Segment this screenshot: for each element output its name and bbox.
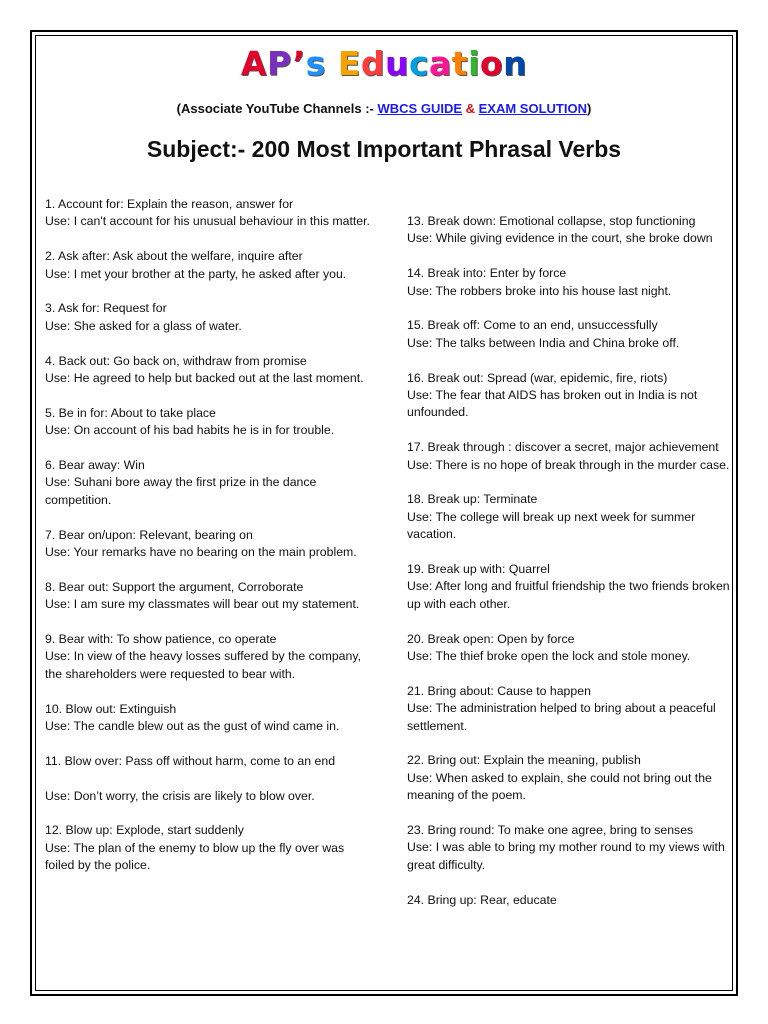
entry-usage: Use: On account of his bad habits he is in for trouble. [45,423,335,438]
channel-link-exam-solution[interactable]: EXAM SOLUTION [478,101,587,116]
entry-usage: Use: He agreed to help but backed out at the last moment. [45,371,364,386]
left-column [45,196,370,892]
entry-usage: Use: The college will break up next week for summer vacation. [407,509,696,542]
logo-letter: i [468,44,480,83]
right-column [407,213,732,926]
logo-letter: o [479,44,504,83]
entry-term: 4. Back out: Go back on, withdraw from promise [45,353,307,368]
phrasal-verb-entry [45,753,370,770]
phrasal-verb-entry [407,213,732,248]
entry-term: 13. Break down: Emotional collapse, stop functioning [407,214,696,228]
phrasal-verb-entry [407,439,732,474]
entry-usage: Use: I was able to bring my mother round to my views with great difficulty. [407,840,725,872]
entry-usage: Use: I met your brother at the party, he asked after you. [45,266,347,281]
phrasal-verb-entry [407,683,732,735]
entry-usage: Use: The candle blew out as the gust of wind came in. [45,719,340,734]
phrasal-verb-entry [45,631,370,683]
entry-usage: Use: The fear that AIDS has broken out in India is not unfounded. [407,388,698,420]
entry-usage: Use: I can't account for his unusual behaviour in this matter. [45,214,370,229]
logo-letter: E [337,44,361,83]
phrasal-verb-entry [407,317,732,352]
entry-usage: Use: When asked to explain, she could not bring out the meaning of the poem. [407,770,712,803]
entry-usage: Use: The administration helped to bring about a peaceful settlement. [407,701,716,733]
entry-term: 23. Bring round: To make one agree, bring to senses [407,823,694,838]
phrasal-verb-entry [45,405,370,440]
phrasal-verb-entry [407,491,732,543]
entry-usage: Use: After long and fruitful friendship the two friends broken up with each other. [407,579,730,611]
entry-usage: Use: I am sure my classmates will bear out my statement. [45,597,360,612]
logo-letter: a [429,44,452,83]
entry-term: 14. Break into: Enter by force [407,266,567,281]
subject-title: Subject:- 200 Most Important Phrasal Verbs [146,136,622,162]
entry-term: 1. Account for: Explain the reason, answer for [45,197,294,211]
entry-usage: Use: Your remarks have no bearing on the main problem. [45,545,357,560]
phrasal-verb-entry [45,822,370,874]
entry-term: 19. Break up with: Quarrel [407,562,550,577]
phrasal-verb-entry [45,457,370,509]
entry-term: 21. Bring about: Cause to happen [407,683,591,698]
entry-usage: Use: The talks between India and China broke off. [407,335,680,350]
logo-letter: c [408,44,430,83]
entry-term: 7. Bear on/upon: Relevant, bearing on [45,527,253,542]
entry-usage: Use: She asked for a glass of water. [45,318,242,333]
entry-term: 8. Bear out: Support the argument, Corroborate [45,579,304,594]
entry-term: 5. Be in for: About to take place [45,405,216,420]
entry-usage: Use: Don’t worry, the crisis are likely to blow over. [45,788,315,803]
logo-letter: P [266,44,293,83]
phrasal-verb-entry [407,370,732,422]
logo-letter [326,44,338,83]
entry-usage: Use: The robbers broke into his house last night. [407,283,672,298]
logo-ap-education [0,44,768,83]
phrasal-verb-entry [45,353,370,388]
phrasal-verb-entry [407,631,732,666]
entry-usage: Use: There is no hope of break through in the murder case. [407,457,730,472]
logo-letter: ’ [292,44,306,83]
entry-term: 22. Bring out: Explain the meaning, publish [407,753,641,768]
phrasal-verb-entry [45,527,370,562]
phrasal-verb-entry [407,822,732,874]
entry-usage: Use: Suhani bore away the first prize in the dance competition. [45,475,317,507]
logo-letter: A [240,44,267,83]
entry-term: 12. Blow up: Explode, start suddenly [45,823,244,838]
associate-channels-line [0,101,768,116]
phrasal-verb-entry [45,701,370,736]
entry-term: 11. Blow over: Pass off without harm, come to an end [45,753,336,768]
entry-term: 15. Break off: Come to an end, unsuccessfully [407,318,658,333]
phrasal-verb-entry [45,196,370,231]
ampersand: & [465,101,476,116]
phrasal-verb-entry [45,579,370,614]
entry-term: 24. Bring up: Rear, educate [407,892,557,907]
entry-usage: Use: In view of the heavy losses suffered by the company, the shareholders were requested to bear with. [45,649,362,681]
entry-usage: Use: The plan of the enemy to blow up the fly over was foiled by the police. [45,840,345,873]
logo-letter: u [384,44,409,83]
entry-usage: Use: While giving evidence in the court, she broke down [407,231,713,246]
phrasal-verb-entry [407,265,732,300]
phrasal-verb-entry [45,300,370,335]
channel-link-wbcs-guide[interactable]: WBCS GUIDE [377,101,462,116]
logo-letter: s [305,44,326,83]
entry-term: 6. Bear away: Win [45,458,145,473]
phrasal-verb-entry [407,892,732,909]
entry-term: 2. Ask after: Ask about the welfare, inquire after [45,249,303,264]
phrasal-verb-entry [407,752,732,804]
phrasal-verb-entry [407,561,732,613]
phrasal-verb-entry [45,248,370,283]
logo-letter: d [360,44,385,83]
logo-letter: t [451,44,469,83]
entry-term: 20. Break open: Open by force [407,631,575,646]
phrasal-verb-entry [45,788,370,805]
entry-term: 3. Ask for: Request for [45,301,167,316]
entry-term: 9. Bear with: To show patience, co operate [45,632,277,647]
assoc-suffix: ) [586,101,592,116]
entry-term: 18. Break up: Terminate [407,492,538,507]
entry-term: 17. Break through : discover a secret, major achievement [407,440,719,455]
assoc-prefix: (Associate YouTube Channels :- [176,101,374,116]
logo-letter: n [503,44,528,83]
entry-term: 16. Break out: Spread (war, epidemic, fire, riots) [407,370,668,385]
entry-usage: Use: The thief broke open the lock and stole money. [407,649,691,664]
entry-term: 10. Blow out: Extinguish [45,701,177,716]
